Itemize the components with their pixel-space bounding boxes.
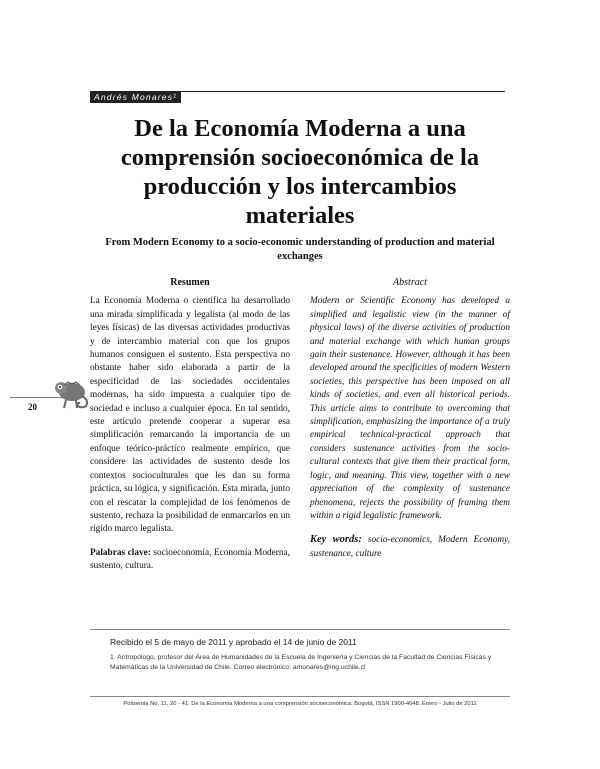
abstract-keywords-label: Key words: [310, 534, 362, 546]
abstract-keywords [310, 533, 510, 561]
running-footer: Polisemia No. 11, 20 - 41. De la Economía Moderna a una comprensión socioeconómica. Bogotá, ISSN 1900-4648. Enero - Julio de 2011 [90, 696, 510, 707]
abstract-column [310, 276, 510, 561]
footnote-separator [90, 629, 510, 630]
abstract-body: Modern or Scientific Economy has developed a simplified and legalistic view (in the manner of physical laws) of the diverse activities of production and material exchange with which human groups gain their sustenance. However, although it has been developed around the specificities of modern Western societies, this perspective has been imposed on all kinds of societies, and even all historical periods. This article aims to contribute to overcoming that simplification, emphasizing the importance of a truly empirical technical-practical approach that considers sustenance activities from the socio-cultural contexts that give them their practical form, logic, and meaning. This view, together with a new appreciation of the complexity of sustenance phenomena, rejects the possibility of framing them within a rigid legalistic framework. [310, 296, 510, 521]
received-date: Recibido el 5 de mayo de 2011 y aprobado el 14 de junio de 2011 [110, 637, 357, 647]
resumen-keywords-label: Palabras clave: [90, 547, 151, 558]
article-title: De la Economía Moderna a una comprensión socioeconómica de la producción y los intercambios materiales [120, 115, 480, 229]
page-number: 20 [28, 402, 37, 412]
author-footnote: 1. Antropólogo, profesor del Área de Humanidades de la Escuela de Ingeniería y Ciencias de la Facultad de Ciencias Físicas y Matemáticas de la Universidad de Chile. Correo electrónico: amonares@ing.uchile.cl [110, 654, 492, 671]
resumen-body: La Economía Moderna o científica ha desarrollado una mirada simplificada y legalista (al modo de las leyes físicas) de las diversas actividades productivas y de intercambio material con que los grupos humanos consiguen el sustento. Esta perspectiva no obstante haber sido elaborada a partir de la especificidad de las sociedades occidentales modernas, ha sido impuesta a cualquier tipo de sociedad e incluso a cualquier época. En tal sentido, este artículo pretende cooperar a superar esa simplificación remarcando la importancia de un enfoque teórico-práctico realmente empírico, que considere las actividades de sustento desde los contextos socioculturales que les dan su forma práctica, su lógica, y significación. Esta mirada, junto con el rescatar la complejidad de los fenómenos de sustento, rechaza la posibilidad de enmarcarlos en un rígido marco legalista. [90, 296, 290, 535]
abstract-heading: Abstract [393, 277, 427, 288]
resumen-heading: Resumen [170, 277, 210, 288]
abstract-keywords-text: socio-economics, Modern Economy, sustenance, culture [310, 535, 511, 559]
article-subtitle: From Modern Economy to a socio-economic understanding of production and material exchanges [105, 237, 495, 262]
page-number-rule [10, 397, 84, 398]
resumen-keywords-text: socioeconomía, Economía Moderna, sustento, cultura. [90, 547, 290, 572]
resumen-column [90, 276, 290, 574]
chameleon-icon [52, 376, 90, 412]
author-name: Andrés Monares¹ [90, 91, 181, 103]
resumen-keywords [90, 547, 290, 574]
